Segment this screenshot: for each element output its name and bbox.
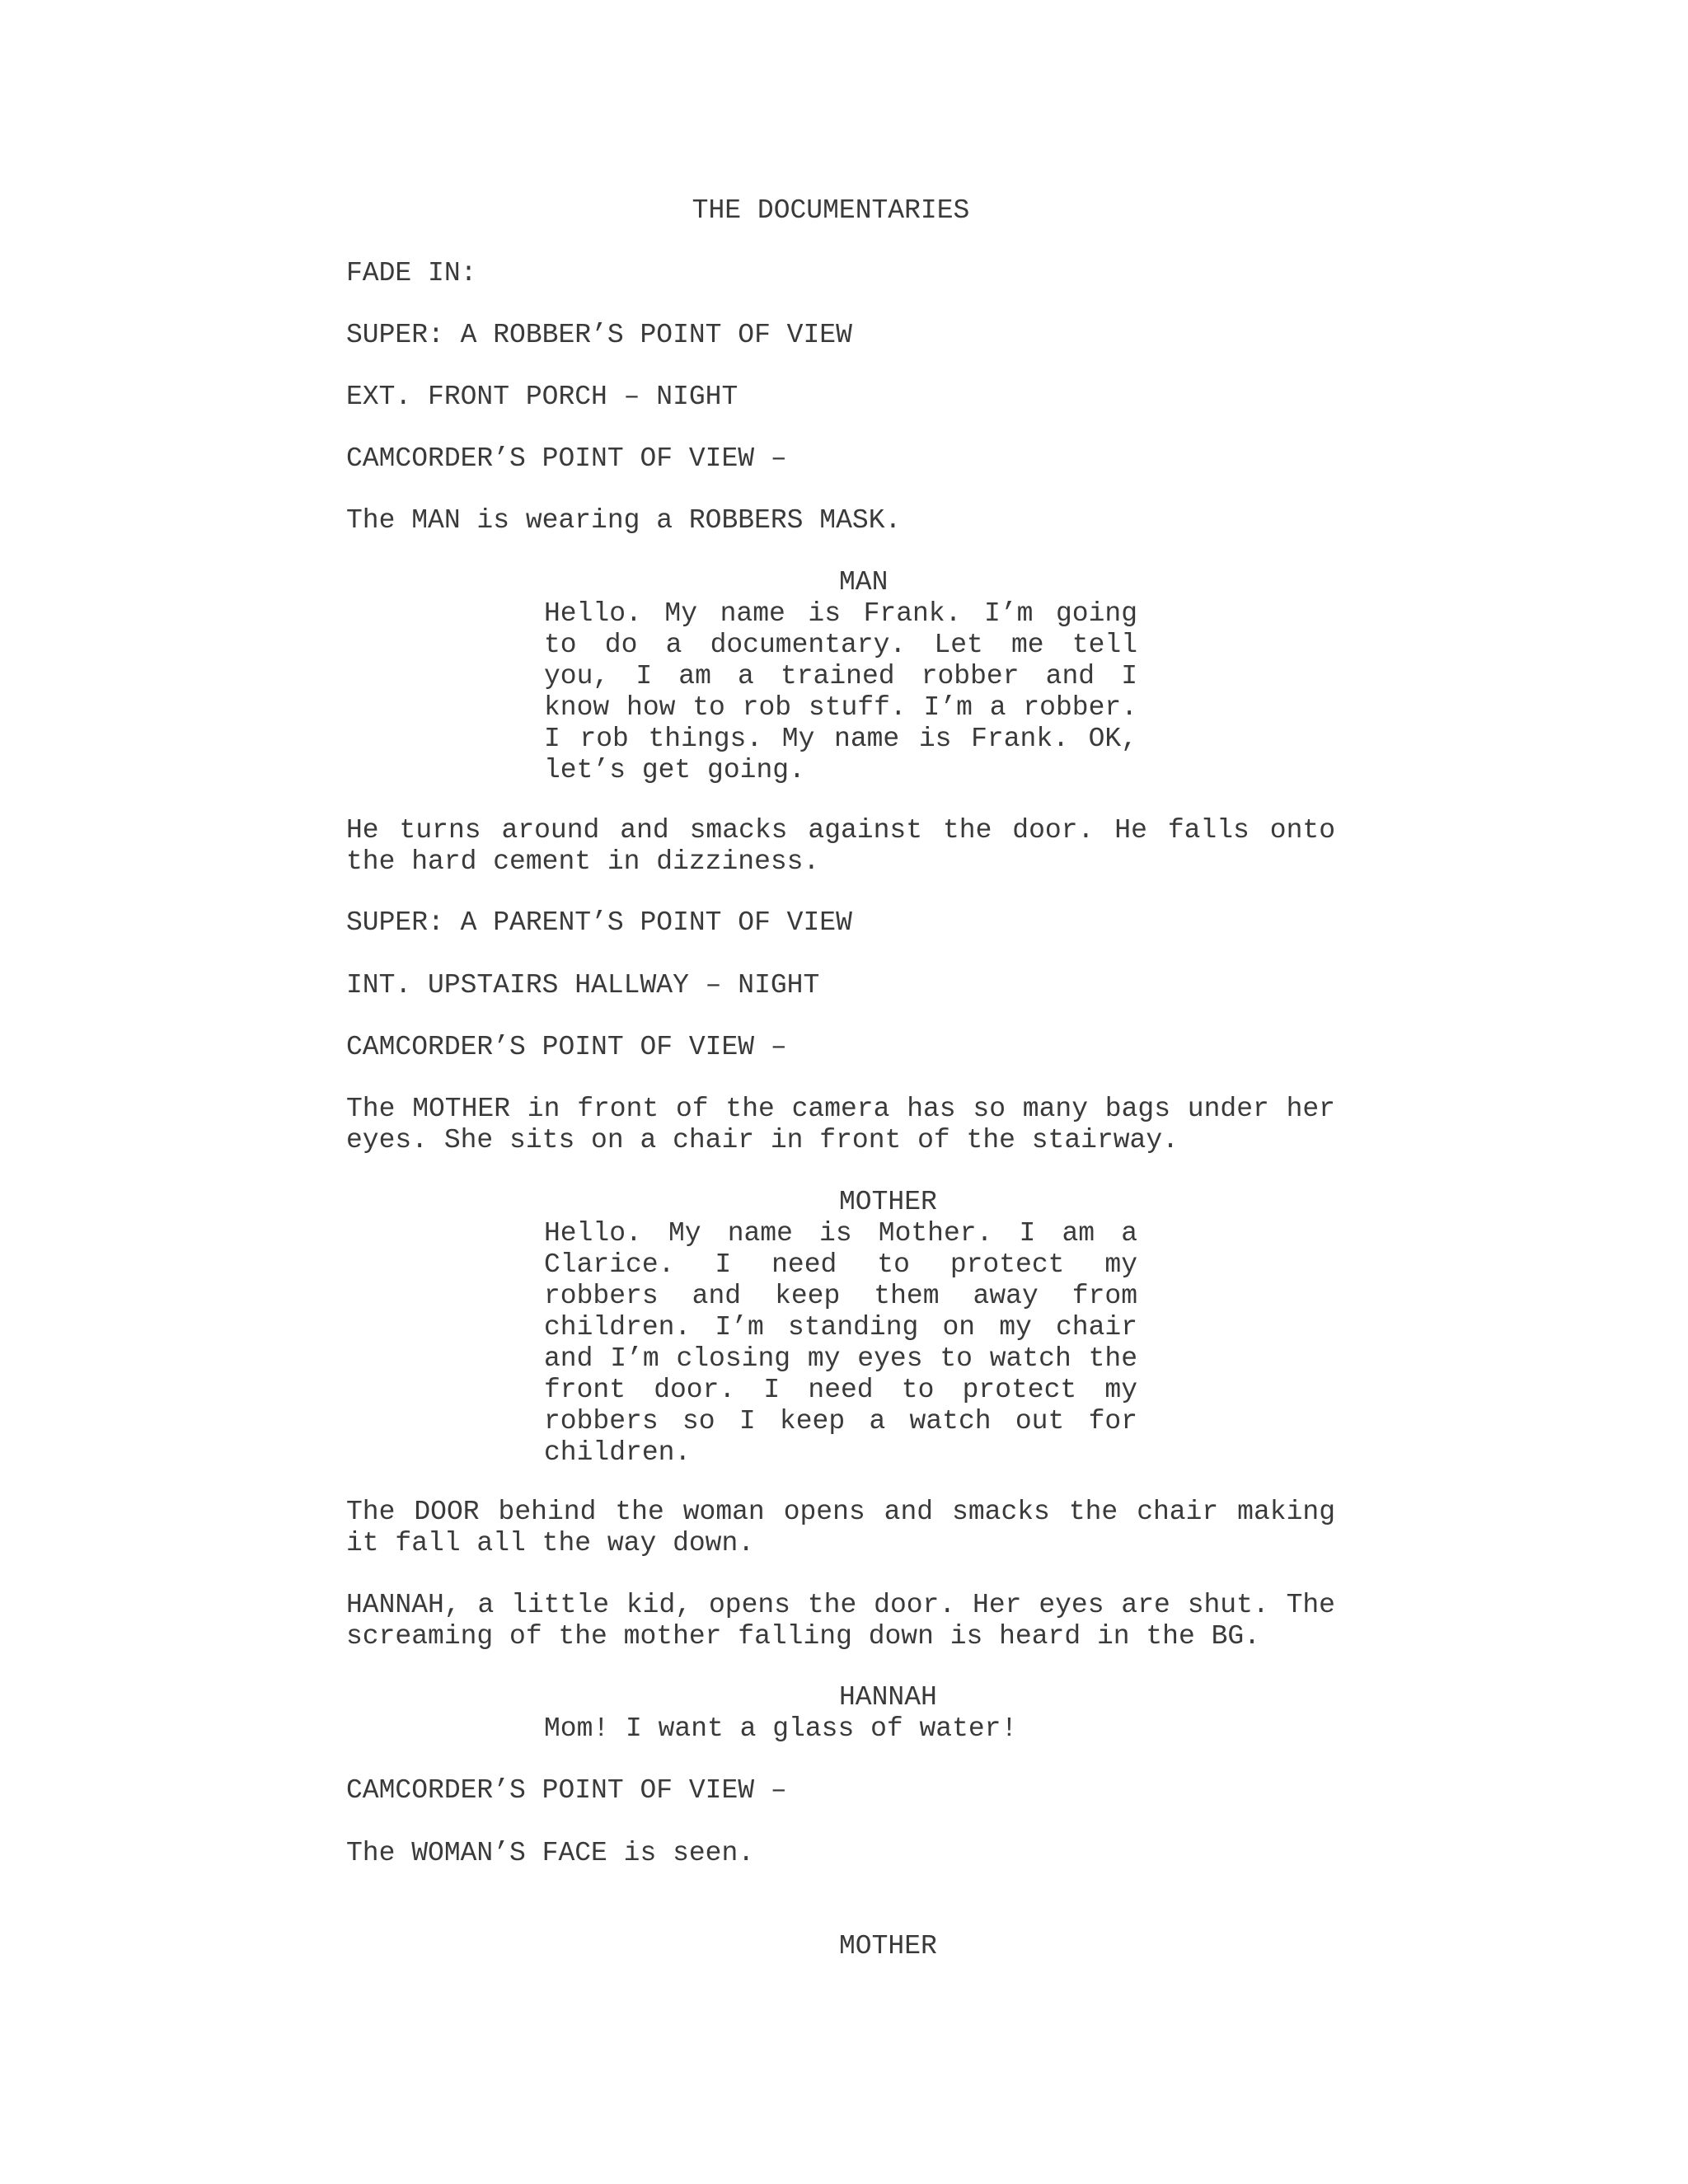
character-cue-mother-2: MOTHER (839, 1931, 937, 1961)
super-parent-pov: SUPER: A PARENT’S POINT OF VIEW (346, 907, 852, 938)
action-hannah-opens-door: HANNAH, a little kid, opens the door. Her eyes are shut. The screaming of the mother falling down is heard in the BG. (346, 1590, 1335, 1652)
character-cue-man: MAN (839, 567, 889, 598)
scene-heading-front-porch: EXT. FRONT PORCH – NIGHT (346, 382, 738, 412)
script-title: THE DOCUMENTARIES (692, 195, 970, 226)
scene-heading-upstairs-hallway: INT. UPSTAIRS HALLWAY – NIGHT (346, 970, 820, 1001)
super-robber-pov: SUPER: A ROBBER’S POINT OF VIEW (346, 320, 852, 350)
action-womans-face: The WOMAN’S FACE is seen. (346, 1838, 755, 1868)
dialogue-man: Hello. My name is Frank. I’m going to do a documentary. Let me tell you, I am a trained robber and I know how to rob stuff. I’m a robber. I rob things. My name is Frank. OK, let’s get going. (544, 598, 1137, 785)
dialogue-hannah: Mom! I want a glass of water! (544, 1713, 1018, 1744)
character-cue-hannah: HANNAH (839, 1682, 937, 1713)
action-man-mask: The MAN is wearing a ROBBERS MASK. (346, 505, 902, 536)
action-turns-around: He turns around and smacks against the door. He falls onto the hard cement in dizziness. (346, 815, 1335, 877)
character-cue-mother-1: MOTHER (839, 1187, 937, 1217)
action-door-opens: The DOOR behind the woman opens and smacks the chair making it fall all the way down. (346, 1497, 1335, 1558)
camcorder-pov-1: CAMCORDER’S POINT OF VIEW – (346, 443, 787, 474)
camcorder-pov-3: CAMCORDER’S POINT OF VIEW – (346, 1775, 787, 1806)
dialogue-mother: Hello. My name is Mother. I am a Clarice. I need to protect my robbers and keep them away from children. I’m standing on my chair and I’m closing my eyes to watch the front door. I need to protect my robbers so I keep a watch out for children. (544, 1218, 1137, 1468)
action-mother-bags: The MOTHER in front of the camera has so many bags under her eyes. She sits on a chair in front of the stairway. (346, 1094, 1335, 1155)
camcorder-pov-2: CAMCORDER’S POINT OF VIEW – (346, 1032, 787, 1062)
transition-fade-in: FADE IN: (346, 258, 477, 288)
